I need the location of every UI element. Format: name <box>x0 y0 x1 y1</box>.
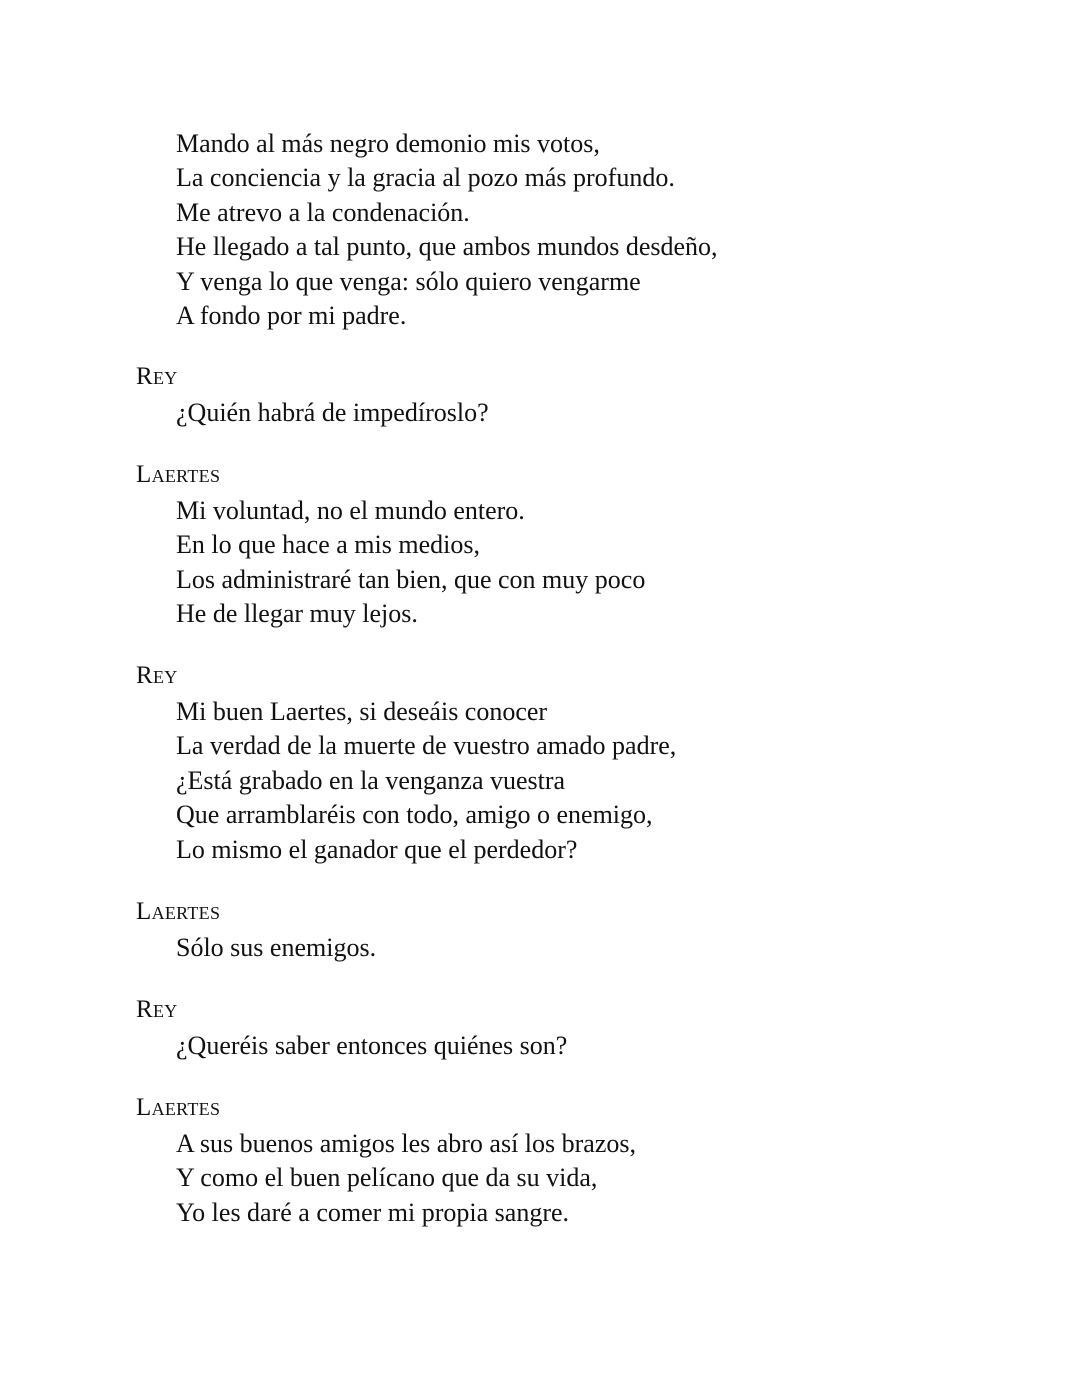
verse-line: Yo les daré a comer mi propia sangre. <box>176 1197 570 1227</box>
verse-line: Que arramblaréis con todo, amigo o enemigo, <box>176 800 653 830</box>
speaker-name: Rey <box>136 662 178 689</box>
verse-line: He llegado a tal punto, que ambos mundos desdeño, <box>176 232 718 262</box>
speaker-name: Laertes <box>136 898 221 925</box>
verse-line: Lo mismo el ganador que el perdedor? <box>176 834 578 864</box>
verse-line: En lo que hace a mis medios, <box>176 530 480 560</box>
verse-line: Y venga lo que venga: sólo quiero vengarme <box>176 266 641 296</box>
speech-block <box>176 1029 567 1063</box>
verse-line: Y como el buen pelícano que da su vida, <box>176 1163 598 1193</box>
speaker-name: Laertes <box>136 461 221 488</box>
verse-line: ¿Está grabado en la venganza vuestra <box>176 765 566 795</box>
verse-line: La verdad de la muerte de vuestro amado padre, <box>176 731 677 761</box>
verse-line: He de llegar muy lejos. <box>176 599 418 629</box>
verse-line: A sus buenos amigos les abro así los brazos, <box>176 1129 637 1158</box>
verse-line: Los administraré tan bien, que con muy poco <box>176 564 646 594</box>
speech-block <box>176 695 676 867</box>
speech-block <box>176 931 376 965</box>
verse-line: Mando al más negro demonio mis votos, <box>176 129 600 158</box>
speaker-name: Laertes <box>136 1094 221 1121</box>
verse-line: A fondo por mi padre. <box>176 301 407 331</box>
speech-block <box>176 494 645 632</box>
verse-line: La conciencia y la gracia al pozo más profundo. <box>176 163 675 193</box>
opening-speech <box>176 127 718 333</box>
verse-line: Sólo sus enemigos. <box>176 933 377 962</box>
speaker-name: Rey <box>136 996 178 1023</box>
speaker-name: Rey <box>136 363 178 390</box>
verse-line: Me atrevo a la condenación. <box>176 197 470 227</box>
verse-line: Mi voluntad, no el mundo entero. <box>176 496 525 525</box>
verse-line: Mi buen Laertes, si deseáis conocer <box>176 697 548 726</box>
speech-block <box>176 1127 636 1230</box>
verse-line: ¿Queréis saber entonces quiénes son? <box>176 1031 568 1060</box>
verse-line: ¿Quién habrá de impedíroslo? <box>176 398 489 427</box>
speech-block <box>176 396 489 430</box>
